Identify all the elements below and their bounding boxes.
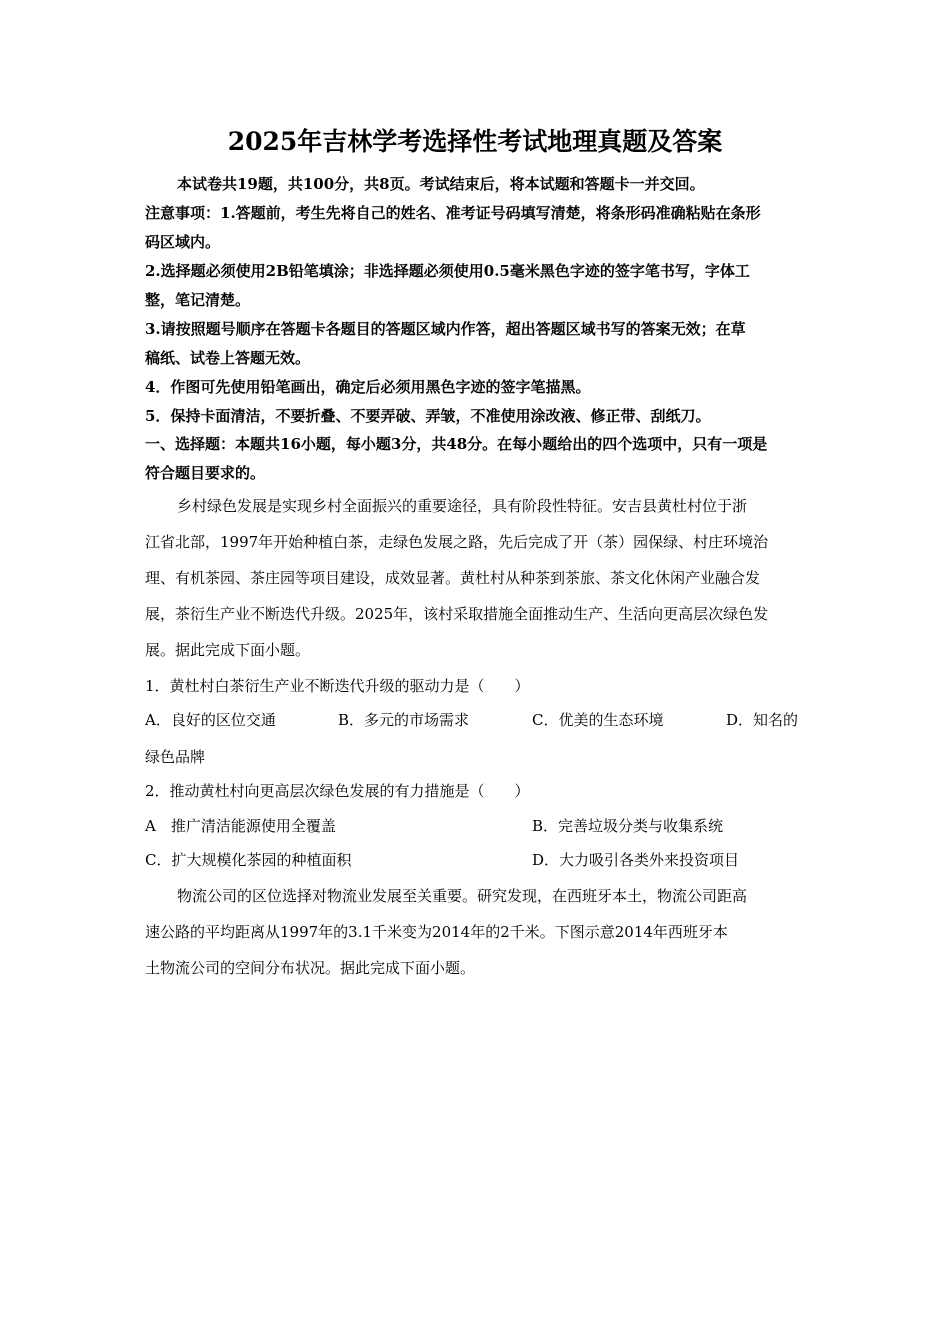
section-heading: 一、选择题：本题共16小题，每小题3分，共48分。在每小题给出的四个选项中，只有一项是 <box>145 435 768 453</box>
note-line-4: 整，笔记清楚。 <box>145 291 251 309</box>
page-title: 2025年吉林学考选择性考试地理真题及答案 <box>227 127 723 156</box>
passage2-line-2: 速公路的平均距离从1997年的3.1千米变为2014年的2千米。下图示意2014年西班牙本 <box>145 923 728 941</box>
note-line-6: 稿纸、试卷上答题无效。 <box>145 349 311 367</box>
q1-option-b: B．多元的市场需求 <box>338 711 470 729</box>
note-line-2: 码区域内。 <box>145 233 221 251</box>
note-line-1: 注意事项：1.答题前，考生先将自己的姓名、准考证号码填写清楚，将条形码准确粘贴在条形 <box>145 204 761 222</box>
section-heading-cont: 符合题目要求的。 <box>145 464 266 482</box>
passage1-line-4: 展，茶衍生产业不断迭代升级。2025年，该村采取措施全面推动生产、生活向更高层次绿色发 <box>145 605 769 623</box>
note-line-3: 2.选择题必须使用2B铅笔填涂；非选择题必须使用0.5毫米黑色字迹的签字笔书写，字体工 <box>145 262 750 280</box>
q2-option-c: C．扩大规模化茶园的种植面积 <box>145 851 352 869</box>
q1-option-a: A．良好的区位交通 <box>145 711 276 729</box>
passage1-line-2: 江省北部，1997年开始种植白茶，走绿色发展之路，先后完成了开（茶）园保绿、村庄环境治 <box>145 533 769 551</box>
q1-option-d-cont: 绿色品牌 <box>145 748 206 766</box>
passage2-line-1: 物流公司的区位选择对物流业发展至关重要。研究发现，在西班牙本土，物流公司距高 <box>177 887 748 905</box>
passage1-line-5: 展。据此完成下面小题。 <box>145 641 311 659</box>
exam-intro: 本试卷共19题，共100分，共8页。考试结束后，将本试题和答题卡一并交回。 <box>177 175 705 193</box>
note-line-7: 4．作图可先使用铅笔画出，确定后必须用黑色字迹的签字笔描黑。 <box>145 378 591 396</box>
q2-option-a: A 推广清洁能源使用全覆盖 <box>145 817 336 835</box>
q2-option-d: D．大力吸引各类外来投资项目 <box>532 851 740 869</box>
question-1-stem: 1．黄杜村白茶衍生产业不断迭代升级的驱动力是（ ） <box>145 677 530 695</box>
passage2-line-3: 土物流公司的空间分布状况。据此完成下面小题。 <box>145 959 476 977</box>
note-line-8: 5．保持卡面清洁，不要折叠、不要弄破、弄皱，不准使用涂改液、修正带、刮纸刀。 <box>145 407 711 425</box>
q1-option-d: D．知名的 <box>726 711 799 729</box>
q1-option-c: C．优美的生态环境 <box>532 711 664 729</box>
note-line-5: 3.请按照题号顺序在答题卡各题目的答题区域内作答，超出答题区域书写的答案无效；在草 <box>145 320 746 338</box>
passage1-line-3: 理、有机茶园、茶庄园等项目建设，成效显著。黄杜村从种茶到茶旅、茶文化休闲产业融合发 <box>145 569 761 587</box>
passage1-line-1: 乡村绿色发展是实现乡村全面振兴的重要途径，具有阶段性特征。安吉县黄杜村位于浙 <box>177 497 748 515</box>
q2-option-b: B．完善垃圾分类与收集系统 <box>532 817 724 835</box>
question-2-stem: 2．推动黄杜村向更高层次绿色发展的有力措施是（ ） <box>145 782 530 800</box>
